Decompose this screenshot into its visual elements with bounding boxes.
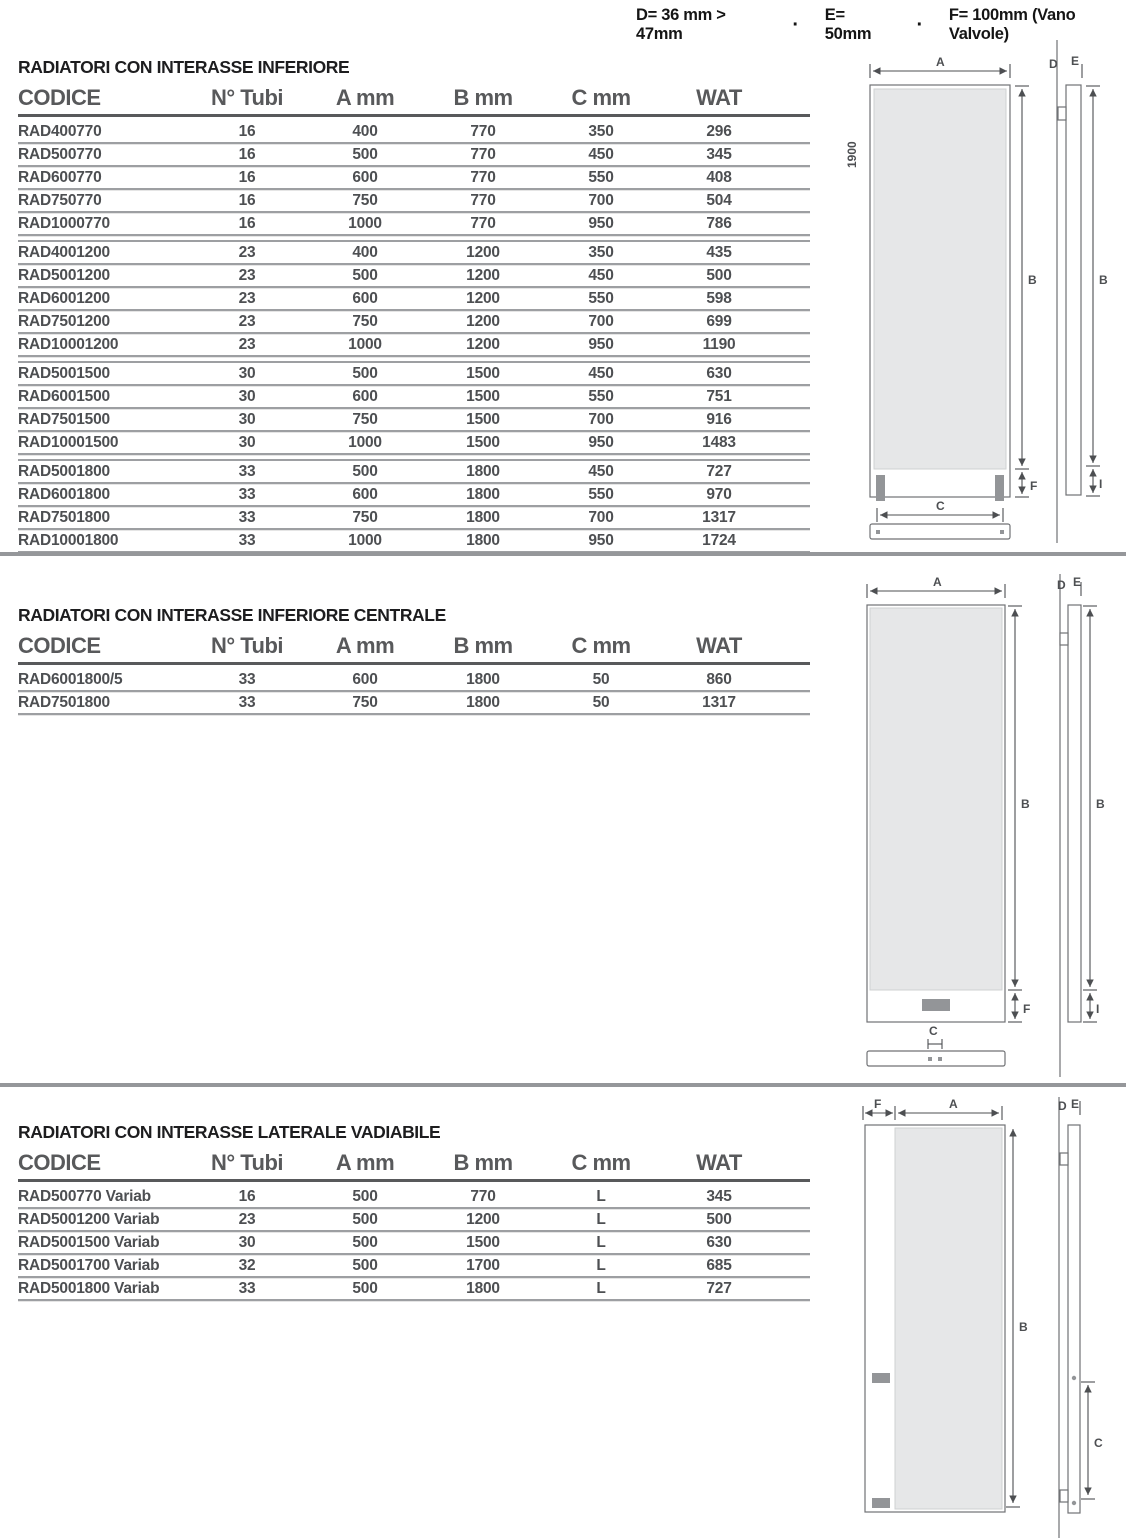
table-row	[18, 386, 810, 409]
cell-value: 786	[706, 215, 732, 232]
cell-value: 400	[352, 123, 378, 140]
column-header-3: B mm	[453, 1150, 513, 1175]
cell-value: 750	[352, 192, 378, 209]
cell-value: 1800	[466, 509, 500, 526]
table-group	[18, 669, 810, 715]
cell-value: 727	[706, 1280, 732, 1297]
cell-value: 700	[588, 509, 614, 526]
section-title: RADIATORI CON INTERASSE LATERALE VADIABILE	[18, 1122, 441, 1142]
cell-value: 770	[470, 169, 496, 186]
cell-value: 450	[588, 463, 614, 480]
table-group	[18, 361, 810, 455]
table-row	[18, 213, 810, 236]
table-group	[18, 459, 810, 553]
column-header-4: C mm	[571, 1150, 631, 1175]
cell-value: 450	[588, 365, 614, 382]
cell-codice: RAD7501500	[18, 411, 110, 428]
cell-value: 33	[238, 486, 256, 503]
cell-value: 500	[352, 1234, 378, 1251]
cell-value: 23	[238, 313, 256, 330]
table-group	[18, 1186, 810, 1301]
cell-codice: RAD6001500	[18, 388, 110, 405]
cell-codice: RAD5001800	[18, 463, 110, 480]
cell-value: 30	[238, 411, 256, 428]
cell-codice: RAD5001200	[18, 267, 110, 284]
radiator-panel	[874, 89, 1006, 469]
cell-value: 408	[706, 169, 732, 186]
valve-connector-left	[876, 475, 885, 501]
column-header-5: WAT	[696, 85, 742, 110]
cell-value: 50	[592, 694, 610, 711]
column-header-0: CODICE	[18, 633, 101, 658]
cell-codice: RAD600770	[18, 169, 102, 186]
wall-bracket	[1060, 633, 1068, 645]
column-header-2: A mm	[335, 85, 395, 110]
section-title: RADIATORI CON INTERASSE INFERIORE	[18, 57, 350, 77]
section-interasse-inferiore-centrale	[18, 605, 810, 715]
cell-codice: RAD10001800	[18, 532, 119, 549]
cell-value: 500	[352, 1211, 378, 1228]
cell-codice: RAD7501800	[18, 694, 110, 711]
wall-bracket-upper	[1060, 1153, 1068, 1165]
bottom-view-bar	[870, 524, 1010, 539]
table-header-row	[18, 1151, 810, 1182]
cell-value: 33	[238, 509, 256, 526]
column-header-2: A mm	[335, 1150, 395, 1175]
dim-label-a: A	[936, 55, 945, 69]
dim-label-c: C	[929, 1024, 938, 1038]
cell-value: 550	[588, 169, 614, 186]
cell-value: 1200	[466, 336, 500, 353]
cell-value: 1000	[348, 434, 382, 451]
cell-value: 1500	[466, 365, 500, 382]
table-row	[18, 1209, 810, 1232]
cell-codice: RAD500770 Variab	[18, 1188, 151, 1205]
dim-label-i: I	[1099, 477, 1103, 491]
dim-label-e: E	[1071, 1097, 1080, 1111]
cell-value: 1483	[702, 434, 736, 451]
connection-point-lower	[1072, 1501, 1076, 1505]
column-header-3: B mm	[453, 85, 513, 110]
cell-value: 1317	[702, 694, 736, 711]
cell-value: 500	[706, 267, 732, 284]
cell-value: 1190	[702, 336, 736, 353]
cell-value: 1200	[466, 290, 500, 307]
cell-codice: RAD6001200	[18, 290, 110, 307]
height-label-1900: 1900	[845, 141, 859, 168]
cell-value: 500	[352, 365, 378, 382]
table-row	[18, 409, 810, 432]
cell-codice: RAD7501800	[18, 509, 110, 526]
column-header-5: WAT	[696, 633, 742, 658]
column-header-0: CODICE	[18, 85, 101, 110]
cell-value: L	[596, 1188, 606, 1205]
cell-value: 400	[352, 244, 378, 261]
cell-value: 1200	[466, 1211, 500, 1228]
cell-value: 1000	[348, 532, 382, 549]
dim-label-b: B	[1019, 1320, 1028, 1334]
table-row	[18, 190, 810, 213]
dim-label-b: B	[1028, 273, 1037, 287]
dim-label-a: A	[933, 575, 942, 589]
cell-value: 1800	[466, 463, 500, 480]
cell-value: 30	[238, 365, 256, 382]
connection-point-upper	[1072, 1376, 1076, 1380]
radiator-diagram-inferiore	[830, 38, 1126, 550]
table-row	[18, 167, 810, 190]
side-view	[1057, 574, 1105, 1077]
cell-value: 350	[588, 244, 614, 261]
cell-value: 500	[352, 146, 378, 163]
cell-value: 950	[588, 434, 614, 451]
cell-value: 950	[588, 336, 614, 353]
table-row	[18, 484, 810, 507]
side-profile	[1068, 605, 1081, 1022]
cell-value: 630	[706, 1234, 732, 1251]
cell-value: 1724	[702, 532, 736, 549]
cell-codice: RAD500770	[18, 146, 102, 163]
table-row	[18, 121, 810, 144]
cell-value: 1000	[348, 215, 382, 232]
dim-label-f: F	[1023, 1002, 1031, 1016]
bottom-view-bar	[867, 1051, 1005, 1066]
cell-value: 33	[238, 694, 256, 711]
cell-value: 30	[238, 1234, 256, 1251]
cell-value: 750	[352, 313, 378, 330]
cell-codice: RAD10001200	[18, 336, 119, 353]
cell-value: 1700	[466, 1257, 500, 1274]
dim-label-d: D	[1058, 1099, 1067, 1113]
cell-codice: RAD5001700 Variab	[18, 1257, 160, 1274]
cell-value: L	[596, 1257, 606, 1274]
dim-label-b: B	[1099, 273, 1108, 287]
cell-value: 1500	[466, 411, 500, 428]
table-row	[18, 669, 810, 692]
table-body	[18, 1186, 810, 1301]
cell-value: 33	[238, 671, 256, 688]
cell-codice: RAD5001500	[18, 365, 110, 382]
dim-label-f: F	[874, 1097, 882, 1111]
dim-label-c: C	[1094, 1436, 1103, 1450]
table-row	[18, 144, 810, 167]
cell-value: 345	[706, 1188, 732, 1205]
cell-value: 1800	[466, 1280, 500, 1297]
bottom-connector-left	[876, 530, 880, 534]
dim-label-e: E	[1071, 54, 1080, 68]
cell-codice: RAD6001800/5	[18, 671, 123, 688]
section-separator	[0, 552, 1126, 556]
bottom-connector-left	[928, 1057, 932, 1061]
cell-value: 600	[352, 169, 378, 186]
column-header-1: N° Tubi	[210, 1150, 284, 1175]
column-header-4: C mm	[571, 85, 631, 110]
cell-value: 860	[706, 671, 732, 688]
cell-value: L	[596, 1234, 606, 1251]
front-view	[845, 55, 1037, 539]
cell-value: L	[596, 1211, 606, 1228]
column-header-4: C mm	[571, 633, 631, 658]
cell-value: 16	[238, 1188, 256, 1205]
cell-value: 33	[238, 532, 256, 549]
side-view	[1049, 40, 1108, 543]
cell-value: 16	[238, 215, 256, 232]
table-row	[18, 265, 810, 288]
side-profile	[1066, 85, 1081, 495]
legend-e: E= 50mm	[824, 6, 872, 43]
cell-value: 600	[352, 388, 378, 405]
cell-value: 1500	[466, 434, 500, 451]
cell-value: 550	[588, 388, 614, 405]
cell-value: 600	[352, 486, 378, 503]
column-header-0: CODICE	[18, 1150, 101, 1175]
section-title: RADIATORI CON INTERASSE INFERIORE CENTRALE	[18, 605, 446, 625]
cell-value: 500	[352, 463, 378, 480]
cell-value: 500	[352, 1257, 378, 1274]
cell-value: 1317	[702, 509, 736, 526]
cell-value: 23	[238, 267, 256, 284]
bottom-connector-right	[1000, 530, 1004, 534]
cell-value: 16	[238, 123, 256, 140]
cell-codice: RAD1000770	[18, 215, 110, 232]
central-connector	[922, 999, 950, 1011]
cell-codice: RAD7501200	[18, 313, 110, 330]
cell-codice: RAD400770	[18, 123, 102, 140]
cell-codice: RAD750770	[18, 192, 102, 209]
cell-value: 23	[238, 1211, 256, 1228]
table-row	[18, 432, 810, 455]
cell-value: 770	[470, 123, 496, 140]
dim-label-i: I	[1096, 1002, 1100, 1016]
cell-value: 504	[706, 192, 732, 209]
cell-value: 699	[706, 313, 732, 330]
cell-value: 750	[352, 509, 378, 526]
cell-value: 1200	[466, 267, 500, 284]
wall-bracket	[1058, 107, 1066, 120]
dim-label-e: E	[1073, 575, 1082, 589]
cell-value: 1800	[466, 671, 500, 688]
front-view	[867, 575, 1030, 1066]
front-view	[863, 1097, 1028, 1512]
cell-value: 1800	[466, 532, 500, 549]
cell-value: 970	[706, 486, 732, 503]
cell-value: 1200	[466, 313, 500, 330]
column-header-3: B mm	[453, 633, 513, 658]
cell-value: 23	[238, 244, 256, 261]
cell-value: 296	[706, 123, 732, 140]
cell-value: 1200	[466, 244, 500, 261]
radiator-panel	[895, 1128, 1002, 1509]
dim-label-a: A	[949, 1097, 958, 1111]
cell-value: 751	[706, 388, 732, 405]
cell-value: 750	[352, 694, 378, 711]
cell-value: 770	[470, 146, 496, 163]
cell-value: 950	[588, 215, 614, 232]
dim-label-d: D	[1049, 57, 1058, 71]
wall-bracket-lower	[1060, 1490, 1068, 1502]
cell-value: 550	[588, 486, 614, 503]
cell-codice: RAD6001800	[18, 486, 110, 503]
dim-label-f: F	[1030, 479, 1038, 493]
table-row	[18, 1232, 810, 1255]
cell-codice: RAD4001200	[18, 244, 110, 261]
side-connector-lower	[872, 1498, 890, 1508]
cell-value: 700	[588, 192, 614, 209]
cell-codice: RAD5001800 Variab	[18, 1280, 160, 1297]
side-profile	[1068, 1125, 1080, 1513]
cell-value: 500	[352, 1280, 378, 1297]
dim-label-d: D	[1057, 578, 1066, 592]
cell-value: 16	[238, 169, 256, 186]
cell-value: 33	[238, 1280, 256, 1297]
table-row	[18, 242, 810, 265]
legend-d: D= 36 mm > 47mm	[636, 6, 726, 43]
column-header-5: WAT	[696, 1150, 742, 1175]
table-header-row	[18, 86, 810, 117]
table-body	[18, 669, 810, 715]
cell-value: 700	[588, 411, 614, 428]
cell-value: 598	[706, 290, 732, 307]
valve-connector-right	[995, 475, 1004, 501]
cell-value: 350	[588, 123, 614, 140]
column-header-1: N° Tubi	[210, 633, 284, 658]
cell-value: 345	[706, 146, 732, 163]
cell-value: 500	[352, 267, 378, 284]
cell-value: 450	[588, 267, 614, 284]
cell-value: 770	[470, 192, 496, 209]
bottom-connector-right	[938, 1057, 942, 1061]
cell-value: 630	[706, 365, 732, 382]
legend-dot: ·	[792, 14, 799, 36]
legend-f: F= 100mm (Vano Valvole)	[948, 6, 1076, 43]
cell-value: 450	[588, 146, 614, 163]
table-row	[18, 1186, 810, 1209]
section-interasse-inferiore	[18, 57, 810, 553]
table-row	[18, 461, 810, 484]
cell-value: 770	[470, 1188, 496, 1205]
cell-codice: RAD5001500 Variab	[18, 1234, 160, 1251]
cell-value: 500	[706, 1211, 732, 1228]
cell-value: 1500	[466, 388, 500, 405]
cell-value: 600	[352, 290, 378, 307]
legend-dot: ·	[916, 14, 923, 36]
cell-value: 1500	[466, 1234, 500, 1251]
cell-value: 33	[238, 463, 256, 480]
column-header-1: N° Tubi	[210, 85, 284, 110]
cell-value: 30	[238, 388, 256, 405]
cell-value: L	[596, 1280, 606, 1297]
table-row	[18, 1255, 810, 1278]
dim-label-c: C	[936, 499, 945, 513]
side-view	[1058, 1097, 1103, 1538]
cell-value: 16	[238, 192, 256, 209]
cell-codice: RAD5001200 Variab	[18, 1211, 160, 1228]
side-connector-upper	[872, 1373, 890, 1383]
cell-codice: RAD10001500	[18, 434, 119, 451]
radiator-panel	[870, 608, 1002, 990]
table-row	[18, 530, 810, 553]
table-row	[18, 334, 810, 357]
cell-value: 727	[706, 463, 732, 480]
dim-label-b: B	[1096, 797, 1105, 811]
table-group	[18, 121, 810, 236]
radiator-diagram-laterale-variabile	[845, 1095, 1126, 1538]
section-interasse-laterale-variabile	[18, 1122, 810, 1301]
cell-value: 435	[706, 244, 732, 261]
cell-value: 600	[352, 671, 378, 688]
dim-label-b: B	[1021, 797, 1030, 811]
cell-value: 500	[352, 1188, 378, 1205]
cell-value: 700	[588, 313, 614, 330]
cell-value: 550	[588, 290, 614, 307]
cell-value: 1000	[348, 336, 382, 353]
table-row	[18, 288, 810, 311]
cell-value: 916	[706, 411, 732, 428]
cell-value: 1800	[466, 694, 500, 711]
cell-value: 770	[470, 215, 496, 232]
table-row	[18, 311, 810, 334]
radiator-diagram-inferiore-centrale	[845, 572, 1126, 1079]
cell-value: 16	[238, 146, 256, 163]
table-row	[18, 692, 810, 715]
cell-value: 32	[238, 1257, 256, 1274]
table-header-row	[18, 634, 810, 665]
table-row	[18, 363, 810, 386]
cell-value: 50	[592, 671, 610, 688]
column-header-2: A mm	[335, 633, 395, 658]
section-separator	[0, 1083, 1126, 1087]
cell-value: 30	[238, 434, 256, 451]
cell-value: 750	[352, 411, 378, 428]
cell-value: 1800	[466, 486, 500, 503]
cell-value: 685	[706, 1257, 732, 1274]
table-group	[18, 240, 810, 357]
cell-value: 23	[238, 336, 256, 353]
cell-value: 950	[588, 532, 614, 549]
cell-value: 23	[238, 290, 256, 307]
table-body	[18, 121, 810, 553]
table-row	[18, 1278, 810, 1301]
table-row	[18, 507, 810, 530]
